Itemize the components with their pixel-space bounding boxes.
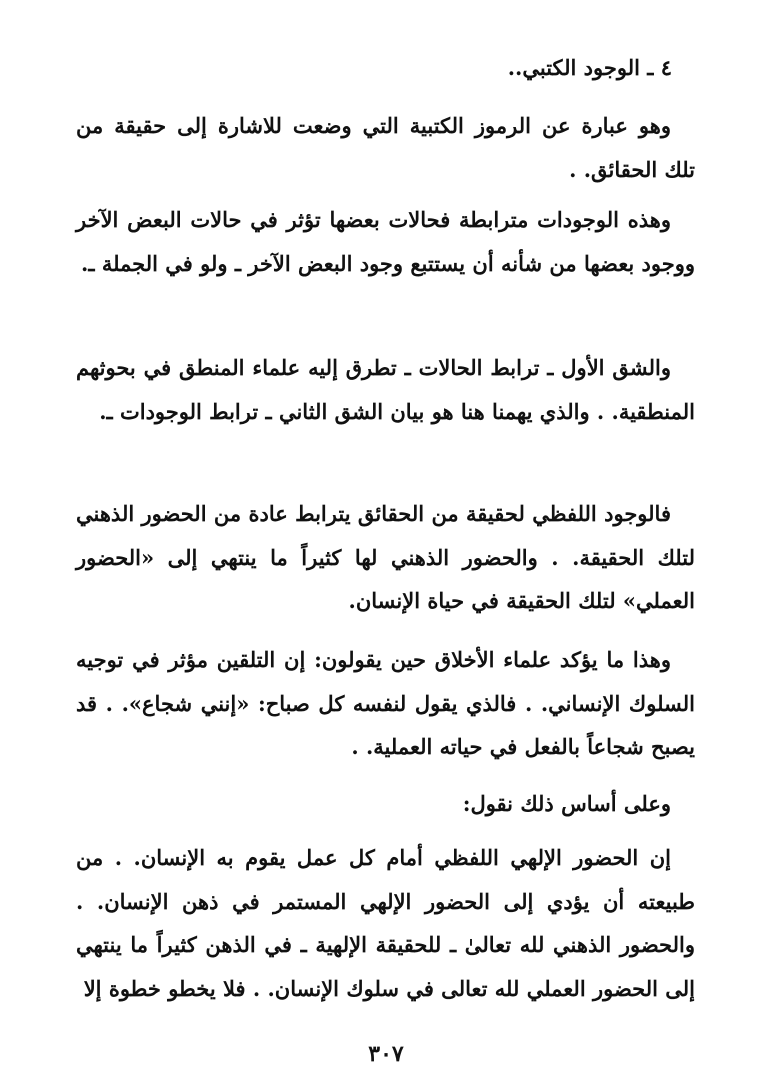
page-number: ٣٠٧ — [368, 1041, 404, 1067]
paragraph-1-text: وهو عبارة عن الرموز الكتبية التي وضعت للاشارة إلى حقيقة من تلك الحقائق. . — [76, 113, 695, 182]
paragraph-2-text: وهذه الوجودات مترابطة فحالات بعضها تؤثر في حالات البعض الآخر ووجود بعضها من شأنه أن يستتبع وجود البعض الآخر ـ ولو في الجملة ـ. — [76, 207, 695, 276]
paragraph-7-text: إن الحضور الإلهي اللفظي أمام كل عمل يقوم به الإنسان. . من طبيعته أن يؤدي إلى الحضور الإلهي المستمر في ذهن الإنسان. . والحضور الذهني لله تعالىٰ ـ للحقيقة الإلهية ـ في الذهن كثيراً ما ينتهي إلى الحضور العملي لله تعالى في سلوك الإنسان. . فلا يخطو خطوة إلا — [76, 845, 695, 1001]
paragraph-4-text: فالوجود اللفظي لحقيقة من الحقائق يترابط عادة من الحضور الذهني لتلك الحقيقة. . والحضور الذهني لها كثيراً ما ينتهي إلى «الحضور العملي» لتلك الحقيقة في حياة الإنسان. — [76, 501, 695, 613]
paragraph-7 — [76, 836, 695, 1010]
paragraph-4 — [76, 492, 695, 623]
paragraph-6 — [76, 782, 695, 826]
section-heading: ٤ ـ الوجود الكتبي.. — [507, 55, 672, 80]
paragraph-6-text: وعلى أساس ذلك نقول: — [462, 791, 671, 816]
paragraph-1 — [76, 104, 695, 191]
paragraph-3 — [76, 346, 695, 433]
paragraph-5 — [76, 638, 695, 769]
paragraph-2 — [76, 198, 695, 285]
paragraph-5-text: وهذا ما يؤكد علماء الأخلاق حين يقولون: إن التلقين مؤثر في توجيه السلوك الإنساني. . فالذي يقول لنفسه كل صباح: «إنني شجاع». . قد يصبح شجاعاً بالفعل في حياته العملية. . — [76, 647, 695, 759]
paragraph-3-text: والشق الأول ـ ترابط الحالات ـ تطرق إليه علماء المنطق في بحوثهم المنطقية. . والذي يهمنا هنا هو بيان الشق الثاني ـ ترابط الوجودات ـ. — [76, 355, 695, 424]
